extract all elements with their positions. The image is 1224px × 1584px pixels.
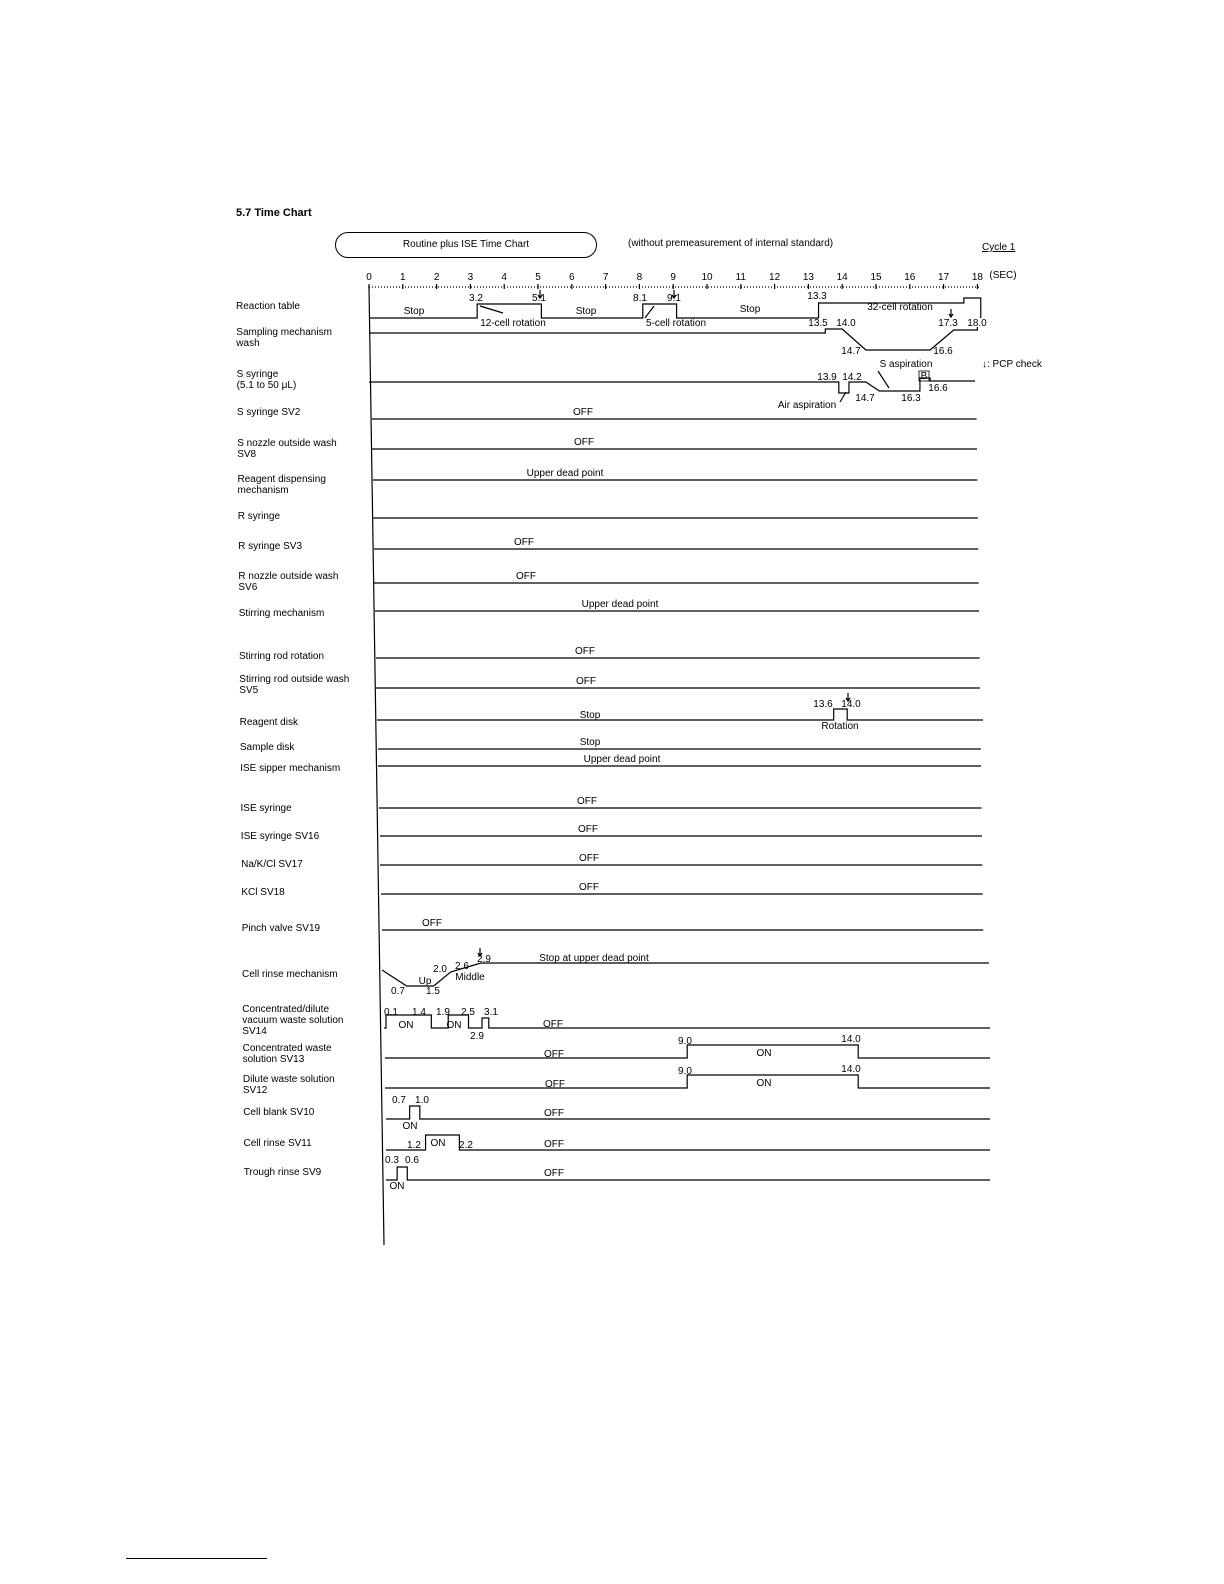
axis-tick-label: 16 bbox=[904, 272, 916, 283]
annotation: 1.2 bbox=[407, 1140, 421, 1151]
annotation: Rotation bbox=[821, 721, 859, 732]
annotation: 9.0 bbox=[678, 1036, 692, 1047]
annotation: Up bbox=[418, 976, 432, 987]
annotation: 9.1 bbox=[667, 293, 681, 304]
annotation: 13.6 bbox=[813, 699, 833, 710]
legend-pcp-check: ↓: PCP check bbox=[982, 359, 1042, 370]
annotation: ON bbox=[756, 1048, 772, 1059]
signal-label: R syringe bbox=[237, 511, 281, 522]
annotation: 2.5 bbox=[461, 1007, 475, 1018]
pcp-check-arrow bbox=[478, 948, 482, 956]
annotation: OFF bbox=[576, 676, 596, 687]
footer-rule bbox=[126, 1558, 267, 1559]
annotation: 0.6 bbox=[405, 1155, 419, 1166]
signal-label: Concentrated waste solution SV13 bbox=[242, 1043, 332, 1065]
reagent-disk-wave bbox=[377, 709, 983, 720]
annotation: OFF bbox=[574, 437, 594, 448]
annotation: 2.6 bbox=[455, 961, 469, 972]
signal-label: Cell blank SV10 bbox=[243, 1107, 315, 1118]
axis-tick-label: 9 bbox=[670, 272, 676, 283]
annotation: ON bbox=[430, 1138, 446, 1149]
annotation: 14.7 bbox=[841, 346, 861, 357]
annotation: 2.0 bbox=[433, 964, 447, 975]
annotation: 16.3 bbox=[901, 393, 921, 404]
annotation: ON bbox=[756, 1078, 772, 1089]
annotation: Stop at upper dead point bbox=[539, 953, 649, 964]
axis-tick-label: 11 bbox=[735, 272, 746, 283]
annotation: 0.7 bbox=[392, 1095, 406, 1106]
annotation: 13.5 bbox=[808, 318, 828, 329]
signal-label: Sample disk bbox=[239, 742, 295, 753]
annotation: OFF bbox=[544, 1049, 564, 1060]
annotation: OFF bbox=[579, 882, 599, 893]
axis-tick-label: 8 bbox=[636, 272, 643, 283]
annotation: OFF bbox=[544, 1108, 564, 1119]
axis-tick-label: 3 bbox=[467, 272, 474, 283]
annotation: 1.0 bbox=[415, 1095, 429, 1106]
pcp-check-arrow bbox=[846, 693, 850, 701]
annotation: ON bbox=[402, 1121, 418, 1132]
annotation: OFF bbox=[422, 918, 442, 929]
signal-label: S syringe SV2 bbox=[236, 407, 301, 418]
annotation: 14.2 bbox=[842, 372, 862, 383]
annotation: 0.7 bbox=[391, 986, 405, 997]
annotation: Stop bbox=[579, 710, 601, 721]
axis-unit: (SEC) bbox=[989, 270, 1017, 281]
signal-label: Pinch valve SV19 bbox=[241, 923, 321, 934]
axis-tick-label: 13 bbox=[802, 272, 814, 283]
annotation: OFF bbox=[514, 537, 534, 548]
signal-label: S nozzle outside wash SV8 bbox=[237, 438, 337, 460]
signal-label: Reaction table bbox=[236, 301, 300, 312]
signal-label: ISE syringe bbox=[240, 803, 292, 814]
cycle-label: Cycle 1 bbox=[982, 242, 1016, 253]
signal-label: Cell rinse mechanism bbox=[242, 969, 338, 980]
section-title: 5.7 Time Chart bbox=[236, 207, 312, 219]
sv11-wave bbox=[386, 1135, 990, 1150]
axis-tick-label: 1 bbox=[400, 272, 406, 283]
annotation: OFF bbox=[516, 571, 536, 582]
annotation: OFF bbox=[544, 1168, 564, 1179]
annotation: Middle bbox=[455, 972, 485, 983]
annotation: 1.9 bbox=[436, 1007, 450, 1018]
axis-tick-label: 5 bbox=[535, 272, 541, 283]
annotation: 17.3 bbox=[938, 318, 958, 329]
annotation: 16.6 bbox=[928, 383, 948, 394]
annotation: OFF bbox=[577, 796, 597, 807]
signal-label: Stirring rod outside wash SV5 bbox=[239, 674, 350, 696]
signal-label: Stirring rod rotation bbox=[239, 651, 325, 662]
signal-label: R syringe SV3 bbox=[238, 541, 303, 552]
axis-tick-label: 2 bbox=[433, 272, 440, 283]
annotation: B bbox=[920, 371, 928, 382]
annotation: ON bbox=[389, 1181, 405, 1192]
annotation: 0.1 bbox=[384, 1007, 398, 1018]
chart-note: (without premeasurement of internal standard) bbox=[628, 238, 834, 249]
annotation: 1.5 bbox=[426, 986, 440, 997]
annotation: 1.4 bbox=[412, 1007, 426, 1018]
signal-label: Trough rinse SV9 bbox=[243, 1167, 322, 1178]
annotation: 18.0 bbox=[967, 318, 987, 329]
signal-label: Dilute waste solution SV12 bbox=[242, 1074, 335, 1096]
leader-line bbox=[480, 306, 503, 313]
annotation: Air aspiration bbox=[777, 400, 837, 411]
annotation: OFF bbox=[578, 824, 598, 835]
chart-title: Routine plus ISE Time Chart bbox=[335, 232, 597, 258]
annotation: Stop bbox=[403, 306, 425, 317]
annotation: 12-cell rotation bbox=[480, 318, 546, 329]
signal-label: R nozzle outside wash SV6 bbox=[238, 571, 339, 593]
annotation: OFF bbox=[544, 1139, 564, 1150]
annotation: 14.7 bbox=[855, 393, 875, 404]
annotation: 13.9 bbox=[817, 372, 837, 383]
signal-label: Reagent dispensing mechanism bbox=[237, 474, 326, 496]
pcp-check-arrow bbox=[949, 309, 953, 317]
axis-tick-label: 0 bbox=[366, 272, 372, 283]
annotation: 14.0 bbox=[836, 318, 856, 329]
annotation: S aspiration bbox=[879, 359, 933, 370]
annotation: 32-cell rotation bbox=[867, 302, 933, 313]
annotation: Upper dead point bbox=[526, 468, 604, 479]
annotation: 13.3 bbox=[807, 291, 827, 302]
annotation: 14.0 bbox=[841, 1034, 861, 1045]
leader-line bbox=[878, 371, 889, 388]
annotation: OFF bbox=[573, 407, 593, 418]
signal-label: ISE sipper mechanism bbox=[240, 763, 341, 774]
signal-label: Sampling mechanism wash bbox=[236, 327, 332, 349]
sv10-wave bbox=[386, 1106, 990, 1119]
sv9-wave bbox=[386, 1167, 990, 1180]
axis-tick-label: 6 bbox=[569, 272, 575, 283]
leader-line bbox=[645, 306, 654, 318]
axis-tick-label: 14 bbox=[836, 272, 848, 283]
annotation: Upper dead point bbox=[581, 599, 659, 610]
annotation: ON bbox=[398, 1020, 414, 1031]
annotation: 16.6 bbox=[933, 346, 953, 357]
annotation: 3.1 bbox=[484, 1007, 498, 1018]
annotation: 9.0 bbox=[678, 1066, 692, 1077]
annotation: OFF bbox=[575, 646, 595, 657]
annotation: 14.0 bbox=[841, 1064, 861, 1075]
signal-label: ISE syringe SV16 bbox=[240, 831, 320, 842]
annotation: OFF bbox=[543, 1019, 563, 1030]
signal-label: KCl SV18 bbox=[241, 887, 285, 898]
signal-label: Reagent disk bbox=[239, 717, 298, 728]
annotation: 2.9 bbox=[477, 954, 491, 965]
annotation: 0.3 bbox=[385, 1155, 399, 1166]
annotation: 8.1 bbox=[633, 293, 647, 304]
axis-tick-label: 15 bbox=[870, 272, 882, 283]
annotation: 3.2 bbox=[469, 293, 483, 304]
annotation: Stop bbox=[575, 306, 597, 317]
annotation: OFF bbox=[579, 853, 599, 864]
axis-tick-label: 18 bbox=[971, 272, 983, 283]
annotation: 5.1 bbox=[532, 293, 546, 304]
annotation: ON bbox=[446, 1020, 462, 1031]
signal-label: Concentrated/dilute vacuum waste solution SV14 bbox=[242, 1004, 344, 1037]
signal-label: Cell rinse SV11 bbox=[243, 1138, 312, 1149]
annotation: Upper dead point bbox=[583, 754, 661, 765]
axis-tick-label: 7 bbox=[602, 272, 609, 283]
annotation: 14.0 bbox=[841, 699, 861, 710]
annotation: Stop bbox=[739, 304, 761, 315]
annotation: 5-cell rotation bbox=[645, 318, 707, 329]
annotation: OFF bbox=[545, 1079, 565, 1090]
axis-tick-label: 12 bbox=[769, 272, 781, 283]
axis-tick-label: 4 bbox=[501, 272, 507, 283]
axis-tick-label: 10 bbox=[701, 272, 713, 283]
signal-label: S syringe (5.1 to 50 μL) bbox=[236, 369, 297, 391]
annotation: 2.2 bbox=[459, 1140, 473, 1151]
axis-tick-label: 17 bbox=[938, 272, 950, 283]
signal-label: Na/K/Cl SV17 bbox=[241, 859, 303, 870]
annotation: Stop bbox=[579, 737, 601, 748]
annotation: 2.9 bbox=[470, 1031, 484, 1042]
signal-label: Stirring mechanism bbox=[238, 608, 325, 619]
sampling-wash-wave bbox=[369, 327, 977, 350]
